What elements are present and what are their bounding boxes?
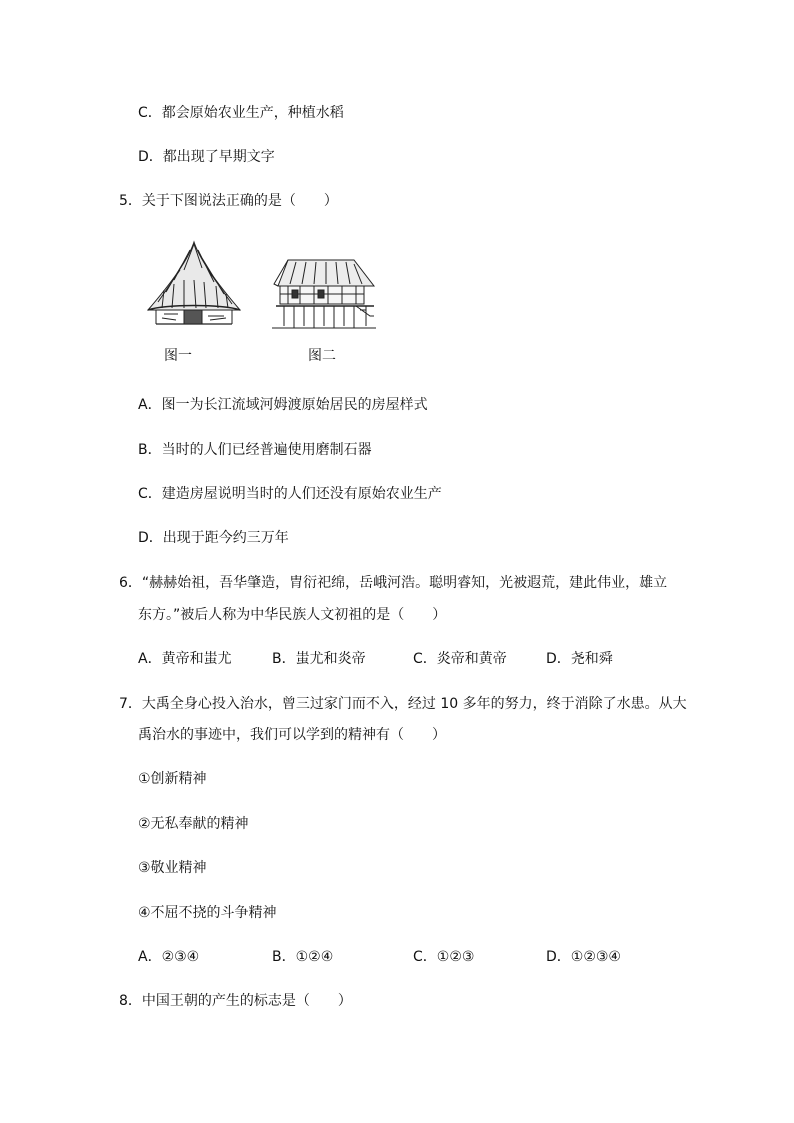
hut-illustration-1 [144,240,244,332]
q5-option-b: B．当时的人们已经普遍使用磨制石器 [138,442,372,458]
q6-stem-line-1: 6．“赫赫始祖，吾华肇造，胄衍祀绵，岳峨河浩。聪明睿知，光被遐荒，建此伟业，雄立 [119,575,668,591]
q6-option-c: C．炎帝和黄帝 [413,651,507,667]
q7-stem-line-1: 7．大禹全身心投入治水，曾三过家门而不入，经过 10 多年的努力，终于消除了水患。从大 [119,696,687,712]
q8-stem: 8．中国王朝的产生的标志是（ ） [119,993,352,1009]
q4-option-c: C．都会原始农业生产，种植水稻 [138,105,344,121]
q7-item-1: ①创新精神 [138,771,207,787]
q6-option-a: A．黄帝和蚩尤 [138,651,232,667]
q6-options [0,649,794,669]
q5-stem: 5．关于下图说法正确的是（ ） [119,193,338,209]
q4-option-d: D．都出现了早期文字 [138,149,275,165]
q7-option-a: A．②③④ [138,949,200,965]
q7-item-2: ②无私奉献的精神 [138,816,249,832]
figure-2-caption: 图二 [308,348,336,364]
q5-option-a: A．图一为长江流域河姆渡原始居民的房屋样式 [138,397,428,413]
q7-option-c: C．①②③ [413,949,475,965]
q7-item-4: ④不屈不挠的斗争精神 [138,905,277,921]
q7-options [0,947,794,967]
q6-option-d: D．尧和舜 [546,651,613,667]
q7-option-b: B．①②④ [272,949,334,965]
q5-option-c: C．建造房屋说明当时的人们还没有原始农业生产 [138,486,442,502]
q6-option-b: B．蚩尤和炎帝 [272,651,366,667]
q5-option-d: D．出现于距今约三万年 [138,530,289,546]
stilt-house-illustration-2 [270,256,378,332]
figure-1-caption: 图一 [164,348,192,364]
q7-option-d: D．①②③④ [546,949,621,965]
q7-stem-line-2: 禹治水的事迹中，我们可以学到的精神有（ ） [138,727,446,743]
q7-item-3: ③敬业精神 [138,860,207,876]
q6-stem-line-2: 东方。”被后人称为中华民族人文初祖的是（ ） [138,607,447,623]
